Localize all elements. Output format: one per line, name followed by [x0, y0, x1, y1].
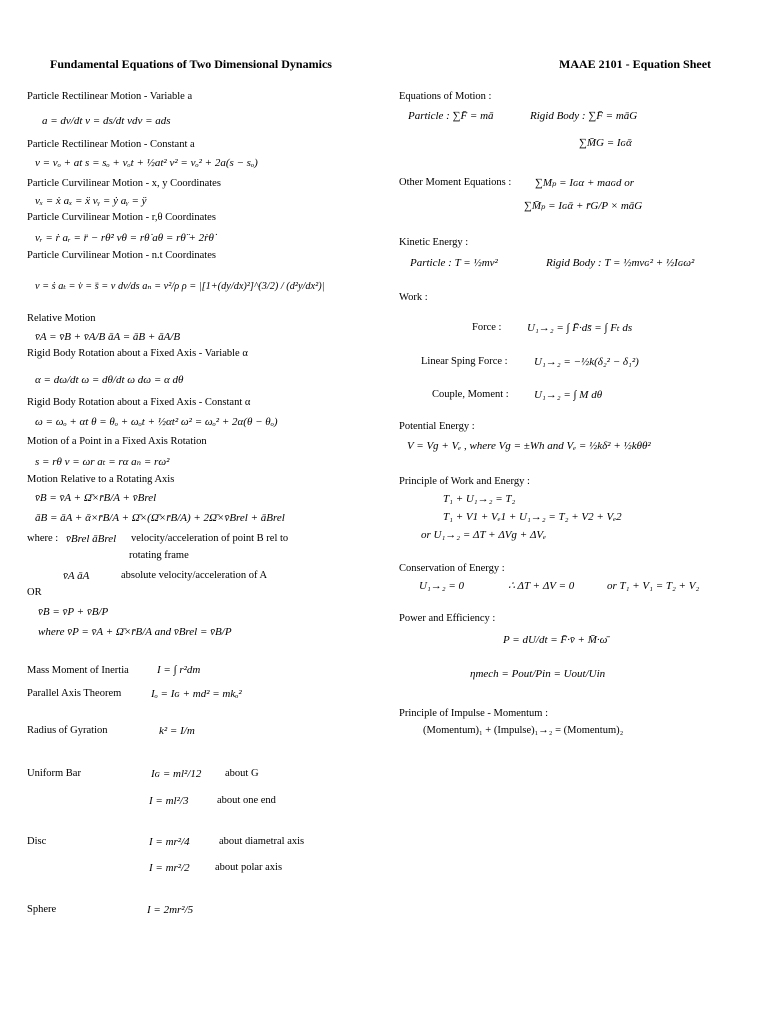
desc-disc-polar: about polar axis: [215, 862, 283, 873]
eq-sphere: I = 2mr²/5: [147, 904, 194, 916]
where1-symbols: v̄Brel āBrel: [66, 533, 117, 545]
where-label: where :: [27, 533, 59, 544]
eq-power: P = dU/dt = F̄·v̄ + M̄·ω̄: [503, 634, 608, 646]
eq-curvilinear-polar: vᵣ = ṙ aᵣ = r̈ − rθ̇² vθ = rθ̇ aθ = rθ̈ + 2ṙθ̇: [35, 232, 214, 244]
eq-rotating-axis-velocity: v̄B = v̄A + Ω̄×r̄B/A + v̄Brel: [35, 492, 157, 504]
where1-description: velocity/acceleration of point B rel to: [131, 533, 289, 544]
heading-rotating-axis: Motion Relative to a Rotating Axis: [27, 474, 175, 485]
eq-or-velocity: v̄B = v̄P + v̄B/P: [38, 606, 109, 618]
eq-work-couple: U₁→₂ = ∫ M dθ: [534, 389, 603, 401]
desc-bar-end: about one end: [217, 795, 276, 806]
eq-bar-g: Iɢ = ml²/12: [151, 768, 202, 780]
label-couple: Couple, Moment :: [432, 389, 509, 400]
eq-mass-moment: I = ∫ r²dm: [157, 664, 201, 676]
eq-conservation-3: or T₁ + V₁ = T₂ + V₂: [607, 580, 700, 592]
eq-rectilinear-constant: v = vₒ + at s = sₒ + vₒt + ½at² v² = vₒ² + 2a(s − sₒ): [35, 157, 258, 169]
eq-moment-scalar: ∑Mₚ = Iɢα + maɢd or: [535, 177, 635, 189]
label-mass-moment: Mass Moment of Inertia: [27, 665, 129, 676]
where2-symbols: v̄A āA: [63, 570, 90, 582]
heading-point-rotation: Motion of a Point in a Fixed Axis Rotation: [27, 436, 207, 447]
eq-radius-gyration: k² = I/m: [159, 725, 195, 737]
where1-description-cont: rotating frame: [129, 550, 189, 561]
eq-relative-motion: v̄A = v̄B + v̄A/B āA = āB + āA/B: [35, 331, 181, 343]
where2-description: absolute velocity/acceleration of A: [121, 570, 268, 581]
heading-curvilinear-polar: Particle Curvilinear Motion - r,θ Coordinates: [27, 212, 216, 223]
eq-work-force: U₁→₂ = ∫ F̄·ds̄ = ∫ Fₜ ds: [527, 322, 633, 334]
eq-or-where: where v̄P = v̄A + Ω̄×r̄B/A and v̄Brel = v̄B/P: [38, 626, 232, 638]
eq-ke-particle: Particle : T = ½mv²: [410, 257, 498, 269]
sheet-title: MAAE 2101 - Equation Sheet: [559, 57, 712, 71]
eq-disc-diametral: I = mr²/4: [149, 836, 190, 848]
heading-power: Power and Efficiency :: [399, 613, 496, 624]
eq-disc-polar: I = mr²/2: [149, 862, 190, 874]
eq-potential-energy: V = Vɡ + Vₑ , where Vɡ = ±Wh and Vₑ = ½kδ² + ½kθθ²: [407, 440, 651, 452]
desc-bar-g: about G: [225, 768, 259, 779]
label-uniform-bar: Uniform Bar: [27, 768, 81, 779]
eq-conservation-2: ∴ ΔT + ΔV = 0: [508, 580, 575, 592]
heading-other-moment: Other Moment Equations :: [399, 177, 512, 188]
heading-rotation-variable: Rigid Body Rotation about a Fixed Axis - Variable α: [27, 348, 248, 359]
eq-ke-rigid: Rigid Body : T = ½mvɢ² + ½Iɢω²: [546, 257, 695, 269]
heading-potential-energy: Potential Energy :: [399, 421, 475, 432]
eq-rotation-constant: ω = ωₒ + αt θ = θₒ + ωₒt + ½αt² ω² = ωₒ² + 2α(θ − θₒ): [35, 416, 278, 428]
eq-rectilinear-variable: a = dv/dt v = ds/dt vdv = ads: [42, 115, 171, 127]
heading-conservation: Conservation of Energy :: [399, 563, 505, 574]
label-disc: Disc: [27, 836, 47, 847]
eq-parallel-axis: Iₒ = Iɢ + md² = mkₒ²: [151, 688, 242, 700]
heading-work: Work :: [399, 292, 428, 303]
eq-eom-particle: Particle : ∑F̄ = mā: [408, 110, 494, 122]
eq-work-energy-3: or U₁→₂ = ΔT + ΔVɡ + ΔVₑ: [421, 529, 547, 541]
heading-rectilinear-constant: Particle Rectilinear Motion - Constant a: [27, 139, 195, 150]
label-sphere: Sphere: [27, 904, 57, 915]
heading-relative-motion: Relative Motion: [27, 313, 96, 324]
page-title: Fundamental Equations of Two Dimensional Dynamics: [50, 57, 332, 71]
eq-rotation-variable: α = dω/dt ω = dθ/dt ω dω = α dθ: [35, 374, 184, 386]
heading-curvilinear-nt: Particle Curvilinear Motion - n.t Coordinates: [27, 250, 216, 261]
label-spring: Linear Sping Force :: [421, 356, 508, 367]
eq-moment-vector: ∑M̄ₚ = Iɢᾱ + r̄G/P × māG: [524, 200, 643, 212]
heading-rotation-constant: Rigid Body Rotation about a Fixed Axis - Constant α: [27, 397, 251, 408]
eq-curvilinear-nt: v = ṡ aₜ = v̇ = s̈ = v dv/ds aₙ = v²/ρ ρ = |[1+(dy/dx)²]^(3/2) / (d²y/dx²)|: [35, 281, 325, 292]
eq-conservation-1: U₁→₂ = 0: [419, 580, 465, 592]
eq-curvilinear-xy: vₓ = ẋ aₓ = ẍ vᵧ = ẏ aᵧ = ÿ: [35, 195, 147, 207]
eq-impulse-momentum: (Momentum)₁ + (Impulse)₁→₂ = (Momentum)₂: [423, 725, 624, 736]
desc-disc-diametral: about diametral axis: [219, 836, 305, 847]
heading-equations-of-motion: Equations of Motion :: [399, 91, 492, 102]
label-force: Force :: [472, 322, 502, 333]
eq-rotating-axis-acceleration: āB = āA + ᾱ×r̄B/A + Ω̄×(Ω̄×r̄B/A) + 2Ω̄×v̄Brel + āBrel: [35, 512, 285, 524]
or-label: OR: [27, 587, 42, 598]
eq-work-energy-2: T₁ + V⁡1 + Vₑ1 + U₁→₂ = T₂ + V⁡2 + Vₑ2: [443, 511, 622, 523]
eq-point-rotation: s = rθ v = ωr aₜ = rα aₙ = rω²: [35, 456, 170, 468]
eq-work-spring: U₁→₂ = −½k(δ₂² − δ₁²): [534, 356, 639, 368]
eq-eom-rigid-moment: ∑M̄G = Iɢᾱ: [579, 137, 632, 149]
eq-bar-end: I = ml²/3: [149, 795, 189, 807]
eq-efficiency: ηmech = Pout/Pin = Uout/Uin: [470, 668, 606, 680]
heading-work-energy: Principle of Work and Energy :: [399, 476, 530, 487]
heading-kinetic-energy: Kinetic Energy :: [399, 237, 469, 248]
eq-eom-rigid-force: Rigid Body : ∑F̄ = māG: [530, 110, 638, 122]
heading-curvilinear-xy: Particle Curvilinear Motion - x, y Coordinates: [27, 178, 221, 189]
eq-work-energy-1: T₁ + U₁→₂ = T₂: [443, 493, 516, 505]
heading-impulse-momentum: Principle of Impulse - Momentum :: [399, 708, 549, 719]
label-parallel-axis: Parallel Axis Theorem: [27, 688, 122, 699]
heading-rectilinear-variable: Particle Rectilinear Motion - Variable a: [27, 91, 193, 102]
label-radius-gyration: Radius of Gyration: [27, 725, 108, 736]
